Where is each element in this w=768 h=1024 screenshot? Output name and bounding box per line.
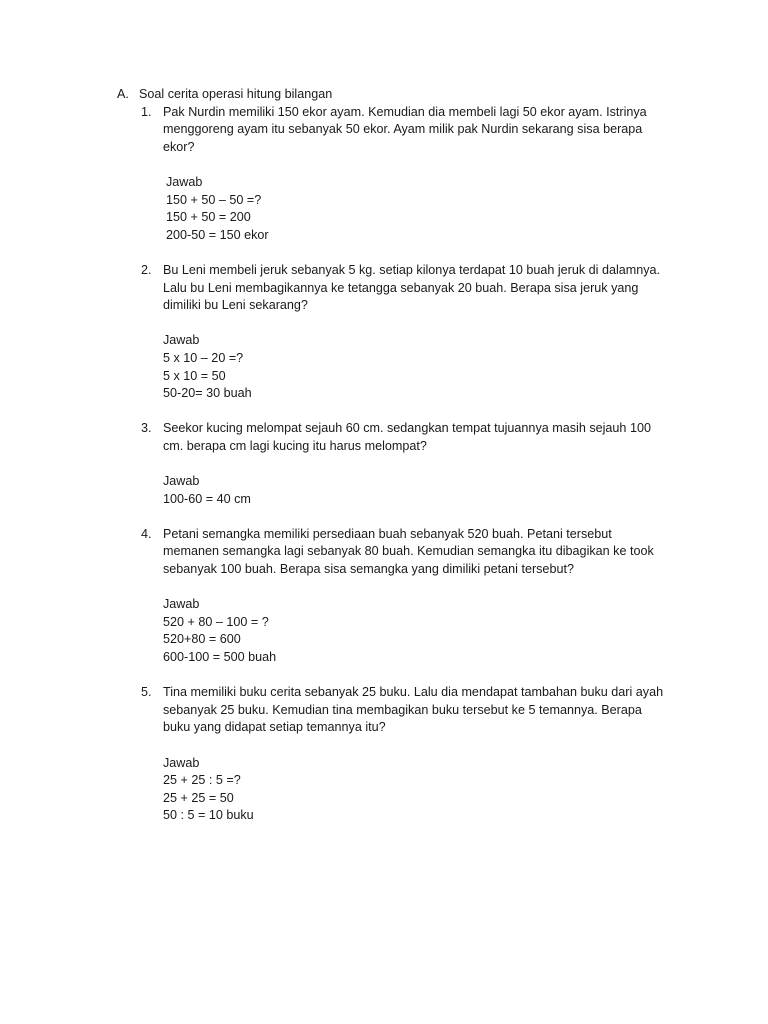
answer-line: 50 : 5 = 10 buku <box>163 808 254 823</box>
answer-line: 5 x 10 – 20 =? <box>163 350 244 365</box>
answer-line: 50-20= 30 buah <box>163 386 252 401</box>
answer-line: 25 + 25 : 5 =? <box>163 773 241 788</box>
spacer <box>141 244 677 262</box>
answer-line: 150 + 50 = 200 <box>166 210 251 225</box>
answer-label: Jawab <box>163 333 200 348</box>
answer-line: 520+80 = 600 <box>163 632 241 647</box>
answer-block <box>163 755 677 825</box>
problem-list <box>141 104 677 825</box>
answer-line: 25 + 25 = 50 <box>163 790 234 805</box>
problem-body <box>163 420 677 508</box>
problem-item-4 <box>141 526 677 667</box>
section-marker: A. <box>117 87 129 101</box>
problem-question: Petani semangka memiliki persediaan buah sebanyak 520 buah. Petani tersebut memanen semangka lagi sebanyak 80 buah. Kemudian semangka itu dibagikan ke took sebanyak 100 buah. Berapa sisa semangka yang dimiliki petani tersebut? <box>163 526 654 577</box>
problem-body <box>163 526 677 667</box>
answer-block <box>163 174 677 244</box>
document-body <box>117 86 677 825</box>
section-title: Soal cerita operasi hitung bilangan <box>139 87 333 101</box>
problem-question: Seekor kucing melompat sejauh 60 cm. sedangkan tempat tujuannya masih sejauh 100 cm. berapa cm lagi kucing itu harus melompat? <box>163 421 651 453</box>
problem-item-1 <box>141 104 677 245</box>
problem-question: Bu Leni membeli jeruk sebanyak 5 kg. setiap kilonya terdapat 10 buah jeruk di dalamnya. Lalu bu Leni membagikannya ke tetangga sebanyak 20 buah. Berapa sisa jeruk yang dimiliki bu Leni sekarang? <box>163 262 661 313</box>
problem-body <box>163 262 677 403</box>
problem-question: Pak Nurdin memiliki 150 ekor ayam. Kemudian dia membeli lagi 50 ekor ayam. Istrinya menggoreng ayam itu sebanyak 50 ekor. Ayam milik pak Nurdin sekarang sisa berapa ekor? <box>163 104 647 154</box>
section-heading <box>117 86 677 104</box>
problem-item-3 <box>141 420 677 508</box>
answer-line: 520 + 80 – 100 = ? <box>163 614 269 629</box>
answer-label: Jawab <box>163 597 200 612</box>
problem-number: 1. <box>141 104 152 119</box>
problem-number: 5. <box>141 685 152 700</box>
problem-question: Tina memiliki buku cerita sebanyak 25 buku. Lalu dia mendapat tambahan buku dari ayah sebanyak 25 buku. Kemudian tina membagikan buku tersebut ke 5 temannya. Berapa buku yang didapat setiap temannya itu? <box>163 685 664 735</box>
spacer <box>141 403 677 421</box>
problem-number: 3. <box>141 421 152 436</box>
answer-block <box>163 332 677 402</box>
problem-item-5 <box>141 684 677 825</box>
spacer <box>141 508 677 526</box>
answer-line: 200-50 = 150 ekor <box>166 227 269 242</box>
problem-item-2 <box>141 262 677 403</box>
problem-body <box>163 104 677 245</box>
spacer <box>141 667 677 685</box>
problem-number: 4. <box>141 526 152 541</box>
answer-line: 150 + 50 – 50 =? <box>166 192 262 207</box>
answer-line: 5 x 10 = 50 <box>163 368 226 383</box>
answer-line: 600-100 = 500 buah <box>163 650 277 664</box>
answer-block <box>163 596 677 666</box>
answer-label: Jawab <box>166 174 203 189</box>
answer-line: 100-60 = 40 cm <box>163 491 251 506</box>
problem-body <box>163 684 677 825</box>
answer-label: Jawab <box>163 755 200 770</box>
answer-label: Jawab <box>163 474 200 489</box>
problem-number: 2. <box>141 262 152 277</box>
answer-block <box>163 473 677 508</box>
